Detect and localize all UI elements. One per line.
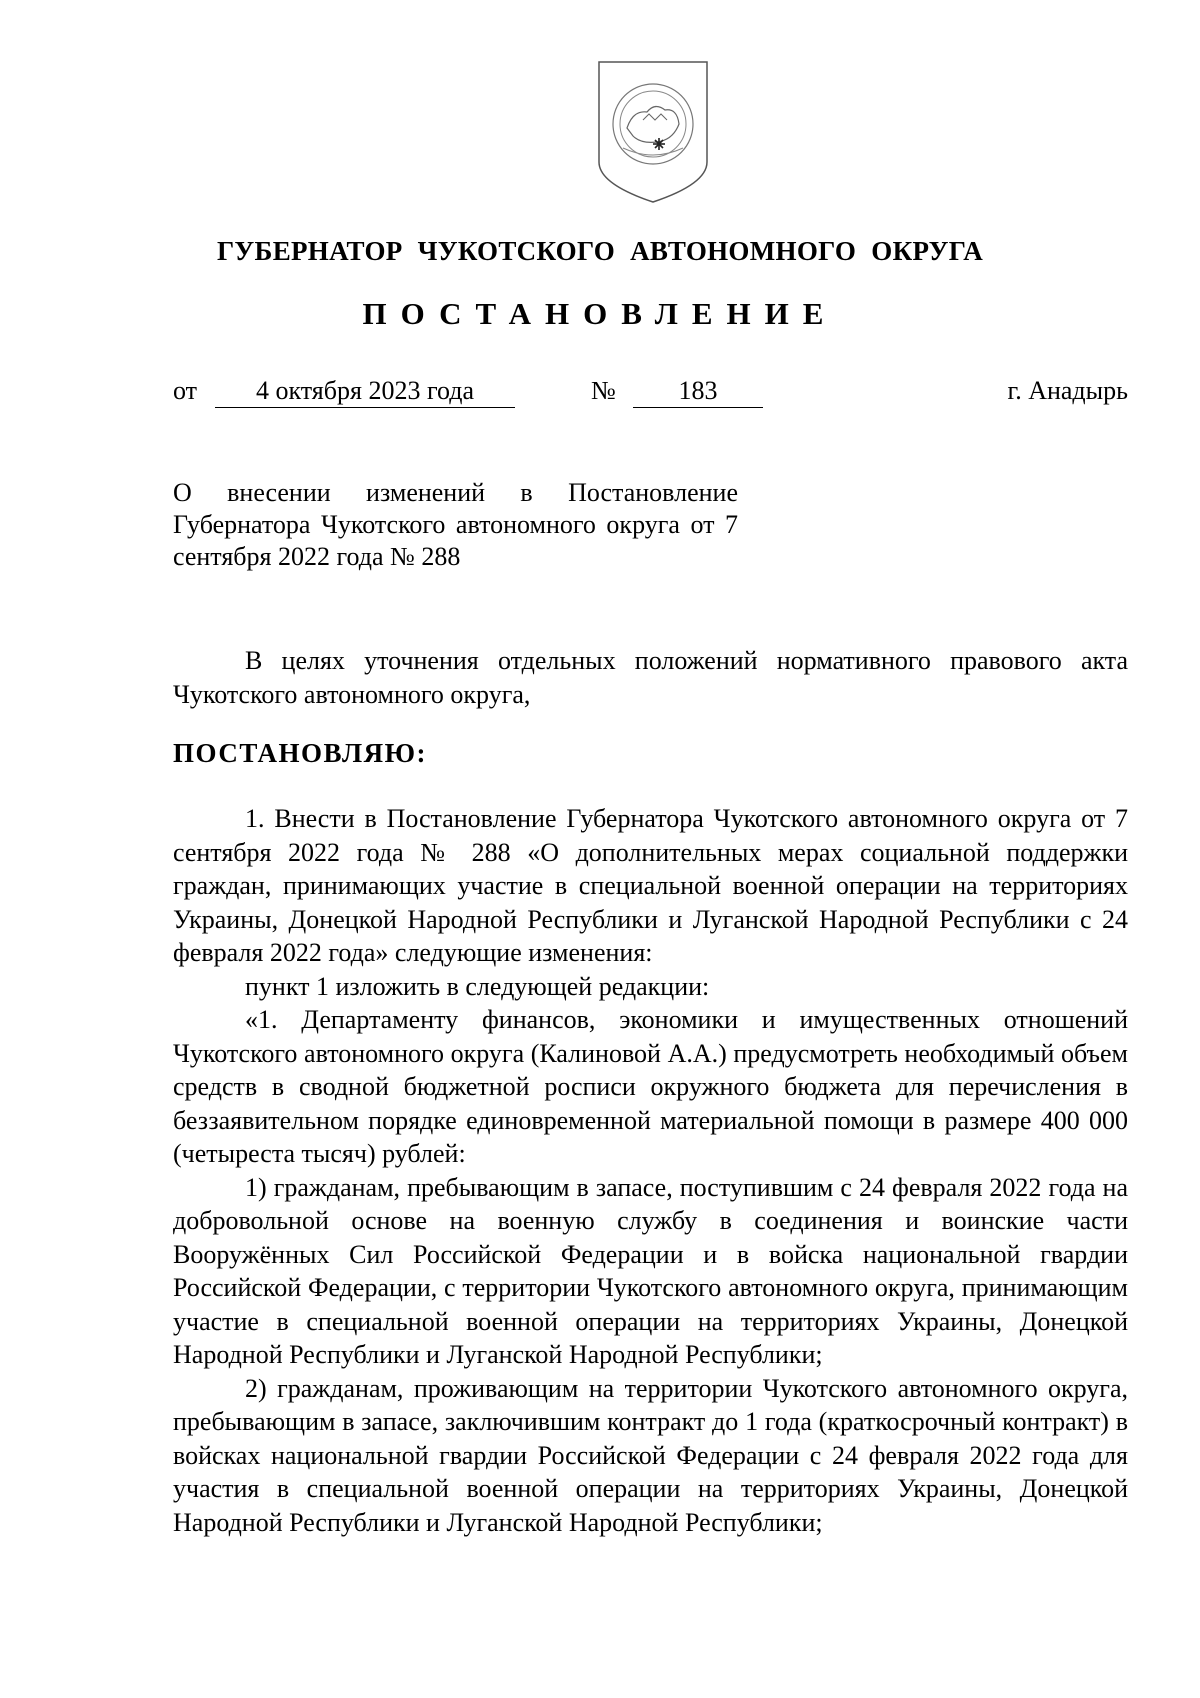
number-sign: № <box>591 376 616 405</box>
document-type: ПОСТАНОВЛЕНИЕ <box>362 296 838 331</box>
preamble-text: В целях уточнения отдельных положений нормативного правового акта Чукотского автономного округа, <box>173 646 1128 709</box>
paragraph-5: 2) гражданам, проживающим на территории Чукотского автономного округа, пребывающим в запасе, заключившим контракт до 1 года (краткосрочный контракт) в войсках национальной гвардии Российской Федерации с 24 февраля 2022 года для участия в специальной военной операции на территориях Украины, Донецкой Народной Республики и Луганской Народной Республики; <box>173 1373 1128 1537</box>
document-meta <box>173 375 1128 415</box>
coat-of-arms-icon <box>593 58 713 206</box>
document-subject: О внесении изменений в Постановление Губернатора Чукотского автономного округа от 7 сентября 2022 года № 288 <box>173 478 738 571</box>
document-body <box>173 802 1128 1539</box>
date-prefix: от <box>173 376 198 405</box>
paragraph-2: пункт 1 изложить в следующей редакции: <box>245 971 710 1001</box>
paragraph-3: «1. Департаменту финансов, экономики и имущественных отношений Чукотского автономного округа (Калиновой А.А.) предусмотреть необходимый объем средств в сводной бюджетной росписи окружного бюджета для перечисления в беззаявительном порядке единовременной материальной помощи в размере 400 000 (четыреста тысяч) рублей: <box>173 1005 1128 1168</box>
document-date: 4 октября 2023 года <box>215 375 515 408</box>
preamble <box>173 644 1128 711</box>
decree-word: ПОСТАНОВЛЯЮ: <box>173 738 427 768</box>
document-number: 183 <box>633 375 763 408</box>
document-city: г. Анадырь <box>1007 376 1128 405</box>
paragraph-1: 1. Внести в Постановление Губернатора Чукотского автономного округа от 7 сентября 2022 года № 288 «О дополнительных мерах социальной поддержки граждан, принимающих участие в специальной военной операции на территориях Украины, Донецкой Народной Республики и Луганской Народной Республики с 24 февраля 2022 года» следующие изменения: <box>173 804 1128 967</box>
issuing-authority: ГУБЕРНАТОР ЧУКОТСКОГО АВТОНОМНОГО ОКРУГА <box>216 236 984 266</box>
paragraph-4: 1) гражданам, пребывающим в запасе, поступившим с 24 февраля 2022 года на добровольной основе на военную службу в соединения и воинские части Вооружённых Сил Российской Федерации и в войска национальной гвардии Российской Федерации, с территории Чукотского автономного округа, принимающим участие в специальной военной операции на территориях Украины, Донецкой Народной Республики и Луганской Народной Республики; <box>173 1172 1128 1369</box>
